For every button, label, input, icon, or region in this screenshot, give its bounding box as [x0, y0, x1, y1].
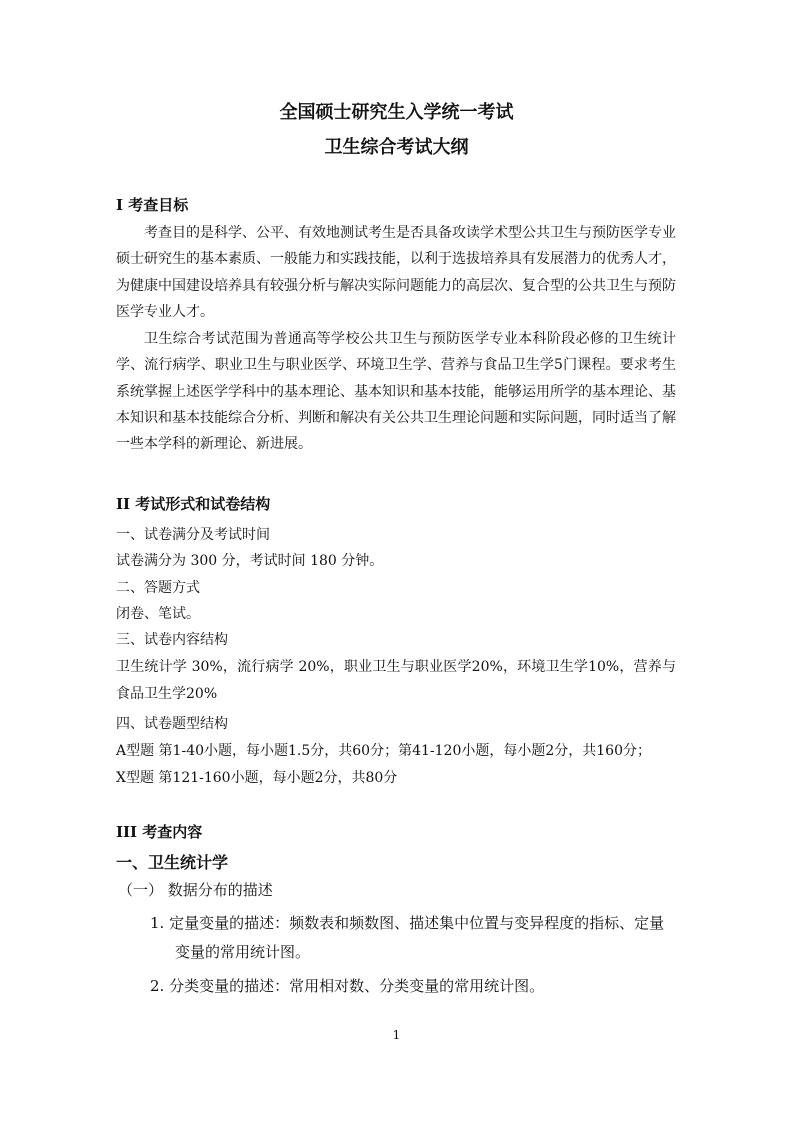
list-item: 卫生统计学 30%，流行病学 20%，职业卫生与职业医学20%，环境卫生学10%，营养与食品卫生学20% [116, 659, 676, 702]
list-item: A型题 第1-40小题，每小题1.5分，共60分；第41-120小题，每小题2分，共160分； [116, 743, 651, 759]
point-text: 1. 定量变量的描述：频数表和频数图、描述集中位置与变异程度的指标、定量变量的常用统计图。 [150, 914, 665, 961]
chapter-heading: （一） 数据分布的描述 [118, 881, 273, 899]
list-item: 试卷满分为 300 分，考试时间 180 分钟。 [116, 553, 384, 569]
list-item: 二、答题方式 [116, 580, 200, 596]
paragraph: 卫生综合考试范围为普通高等学校公共卫生与预防医学专业本科阶段必修的卫生统计学、流行病学、职业卫生与职业医学、环境卫生学、营养与食品卫生学5门课程。要求考生系统掌握上述医学学科中的基本理论、基本知识和基本技能，能够运用所学的基本理论、基本知识和基本技能综合分析、判断和解决有关公共卫生理论问题和实际问题，同时适当了解一些本学科的新理论、新进展。 [116, 331, 676, 453]
content-point [150, 972, 676, 1001]
list-item: 一、试卷满分及考试时间 [116, 527, 270, 543]
subject-heading: 一、卫生统计学 [116, 853, 229, 872]
list-item: X型题 第121-160小题，每小题2分，共80分 [116, 770, 398, 786]
content-point [150, 909, 676, 967]
list-item: 三、试卷内容结构 [116, 632, 228, 648]
section-heading-objectives: I 考查目标 [116, 196, 189, 214]
document-title: 全国硕士研究生入学统一考试 [279, 102, 514, 123]
document-subtitle: 卫生综合考试大纲 [324, 137, 469, 158]
list-item: 闭卷、笔试。 [116, 606, 200, 622]
list-item: 四、试卷题型结构 [116, 716, 228, 732]
page-number: 1 [392, 1028, 401, 1042]
paragraph: 考查目的是科学、公平、有效地测试考生是否具备攻读学术型公共卫生与预防医学专业硕士研究生的基本素质、一般能力和实践技能，以利于选拔培养具有发展潜力的优秀人才，为健康中国建设培养具有较强分析与解决实际问题能力的高层次、复合型的公共卫生与预防医学专业人才。 [116, 225, 676, 320]
section-heading-format: II 考试形式和试卷结构 [116, 495, 271, 513]
point-text: 2. 分类变量的描述：常用相对数、分类变量的常用统计图。 [150, 977, 545, 995]
section-heading-content: III 考查内容 [116, 823, 203, 841]
